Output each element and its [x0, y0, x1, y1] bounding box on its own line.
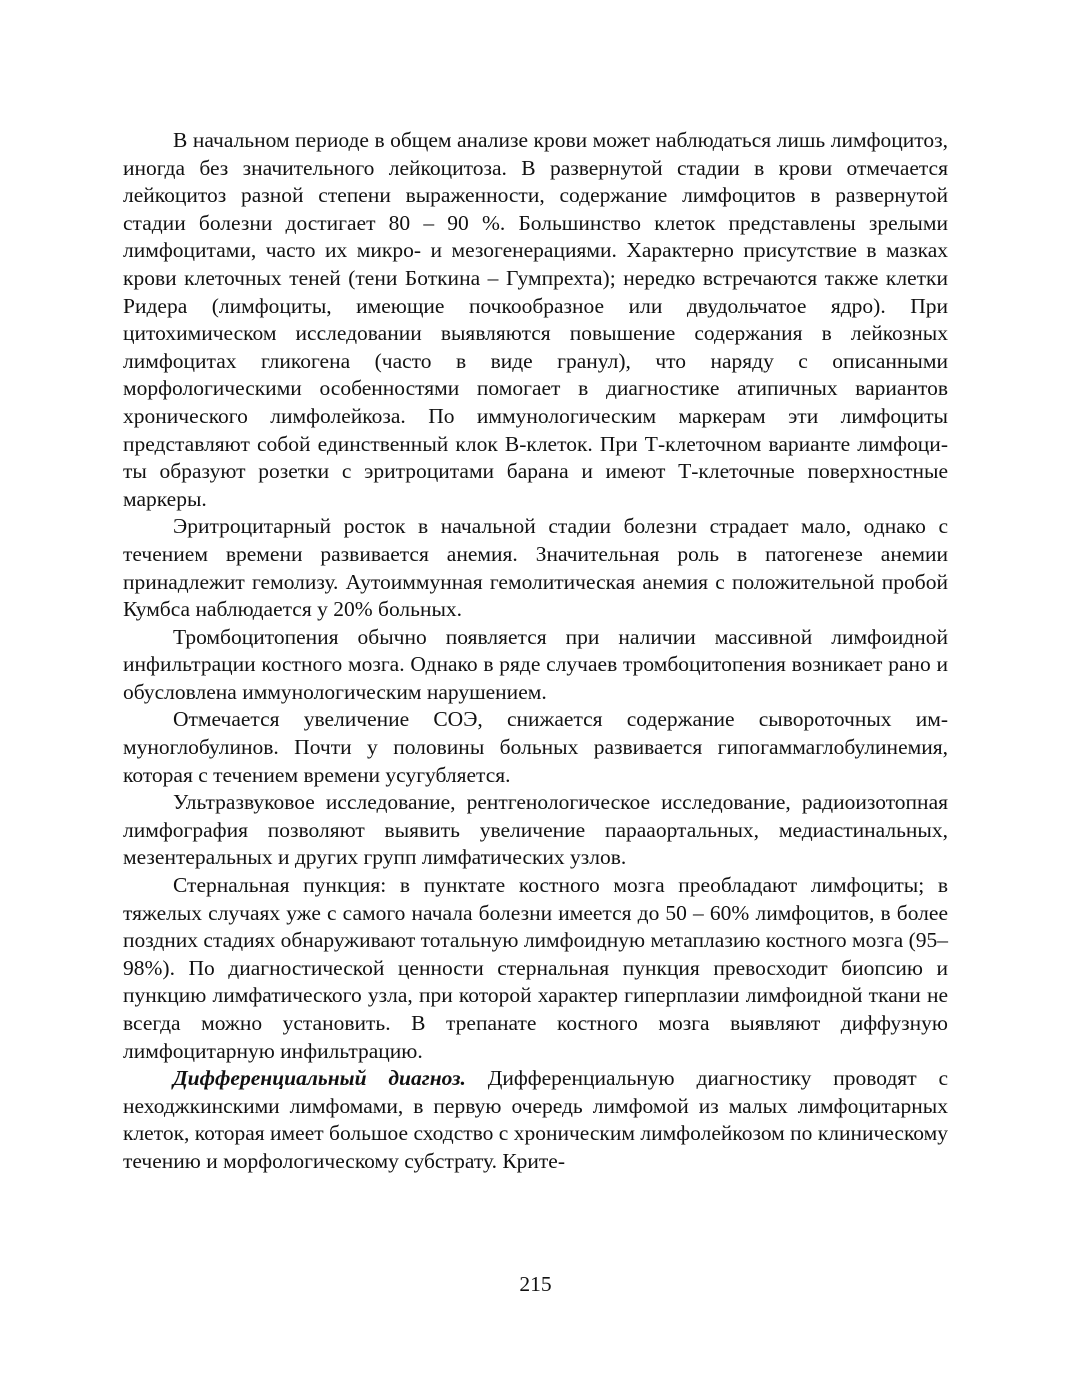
paragraph-esr: Отмечается увеличение СОЭ, снижается содержание сывороточных иммуноглобулинов. Почти у половины больных развивается гипогаммаглобулинемия, которая с течением времени усугубляется.	[123, 707, 948, 787]
paragraph-blood-analysis: В начальном периоде в общем анализе крови может наблюдаться лишь лимфоцитоз, иногда без значительного лейкоцитоза. В развернутой стадии в крови отмечается лейкоцитоз разной степени выраженности, содержание лимфоцитов в развернутой стадии болезни достигает 80 – 90 %. Большинство клеток представлены зрелыми лимфоцитами, часто их микро- и мезогенерациями. Характерно присутствие в мазках крови клеточных теней (тени Боткина – Гумпрехта); нередко встречаются также клетки Ридера (лимфоциты, имеющие почкообразное или двудольчатое ядро). При цитохимическом исследовании выявляются повышение содержания в лейкозных лимфоцитах гликогена (часто в виде гранул), что наряду с описанными морфологическими особенностями помогает в диагностике атипичных вариантов хронического лимфолейкоза. По иммунологическим маркерам эти лимфоциты представляют собой единственный клок В-клеток. При Т-клеточном варианте лимфоциты образуют розетки с эритроцитами барана и имеют Т-клеточные поверхностные маркеры.	[123, 128, 948, 511]
body-text	[123, 127, 948, 1176]
paragraph-ultrasound: Ультразвуковое исследование, рентгенологическое исследование, радиоизотопная лимфография позволяют выявить увеличение парааортальных, медиастинальных, мезентеральных и других групп лимфатических узлов.	[123, 790, 948, 870]
page-number: 215	[519, 1272, 552, 1296]
differential-diagnosis-text: Дифференциальную диагностику проводят с неходжкинскими лимфомами, в первую очередь лимфомой из малых лимфоцитарных клеток, которая имеет большое сходство с хроническим лимфолейкозом по клиническому течению и морфологическому субстрату. Крите-	[123, 1066, 948, 1173]
paragraph-differential-diagnosis	[123, 1065, 948, 1175]
section-heading-inline: Дифференциальный диагноз.	[173, 1066, 466, 1091]
paragraph-sternal-puncture: Стернальная пункция: в пунктате костного мозга преобладают лимфоциты; в тяжелых случаях уже с самого начала болезни имеется до 50 – 60% лимфоцитов, в более поздних стадиях обнаруживают тотальную лимфоидную метаплазию костного мозга (95–98%). По диагностической ценности стернальная пункция превосходит биопсию и пункцию лимфатического узла, при которой характер гиперплазии лимфоидной ткани не всегда можно установить. В трепанате костного мозга выявляют диффузную лимфоцитарную инфильтрацию.	[123, 873, 948, 1063]
paragraph-erythrocytes: Эритроцитарный росток в начальной стадии болезни страдает мало, однако с течением времени развивается анемия. Значительная роль в патогенезе анемии принадлежит гемолизу. Аутоиммунная гемолитическая анемия с положительной пробой Кумбса наблюдается у 20% больных.	[123, 514, 948, 622]
paragraph-thrombocytopenia: Тромбоцитопения обычно появляется при наличии массивной лимфоидной инфильтрации костного мозга. Однако в ряде случаев тромбоцитопения возникает рано и обусловлена иммунологическим нарушением.	[123, 624, 948, 704]
